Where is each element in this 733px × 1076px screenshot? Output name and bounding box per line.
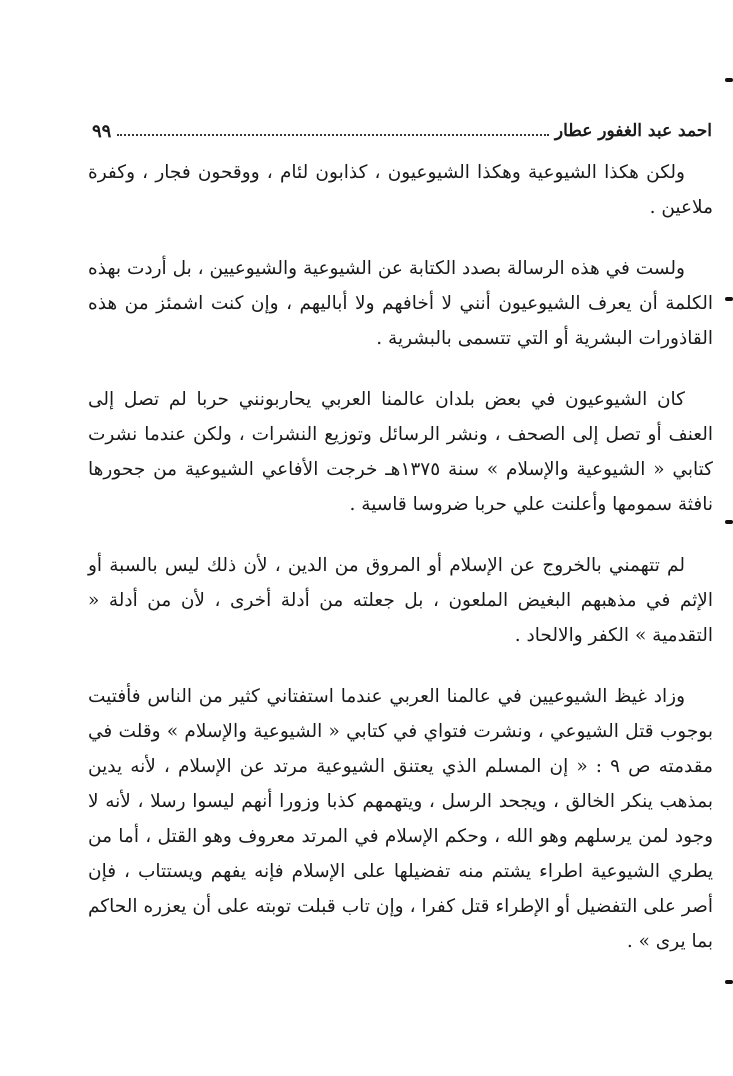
margin-mark <box>725 297 733 301</box>
running-head <box>92 116 712 146</box>
author-name: احمد عبد الغفور عطار <box>554 121 712 141</box>
page-number: ٩٩ <box>92 120 112 142</box>
margin-mark <box>725 980 733 984</box>
body-text <box>88 155 713 959</box>
paragraph-4: لم تتهمني بالخروج عن الإسلام أو المروق من الدين ، لأن ذلك ليس بالسبة أو الإثم في مذهبهم البغيض الملعون ، بل جعلته من أدلة أخرى ، لأن من أدلة « التقدمية » الكفر والالحاد . <box>88 555 713 646</box>
dotted-leader <box>117 134 549 136</box>
paragraph-2: ولست في هذه الرسالة بصدد الكتابة عن الشيوعية والشيوعيين ، بل أردت بهذه الكلمة أن يعرف الشيوعيون أنني لا أخافهم ولا أباليهم ، وإن كنت اشمئز من هذه القاذورات البشرية أو التي تتسمى بالبشرية . <box>88 258 713 349</box>
paragraph-5: وزاد غيظ الشيوعيين في عالمنا العربي عندما استفتاني كثير من الناس فأفتيت بوجوب قتل الشيوعي ، ونشرت فتواي في كتابي « الشيوعية والإسلام » وقلت في مقدمته ص ٩ : « إن المسلم الذي يعتنق الشيوعية مرتد عن الإسلام ، لأنه يدين بمذهب ينكر الخالق ، ويجحد الرسل ، ويتهمهم كذبا وزورا أنهم ليسوا رسلا ، لأنه لا وجود لمن يرسلهم وهو الله ، وحكم الإسلام في المرتد معروف وهو القتل ، أما من يطري الشيوعية اطراء يشتم منه تفضيلها على الإسلام فإنه يفهم ويستتاب ، فإن أصر على التفضيل أو الإطراء قتل كفرا ، وإن تاب قبلت توبته على أن يعزره الحاكم بما يرى » . <box>88 686 713 952</box>
margin-mark <box>725 78 733 82</box>
paragraph-3: كان الشيوعيون في بعض بلدان عالمنا العربي يحاربونني حربا لم تصل إلى العنف أو تصل إلى الصحف ، ونشر الرسائل وتوزيع النشرات ، ولكن عندما نشرت كتابي « الشيوعية والإسلام » سنة ١٣٧٥هـ خرجت الأفاعي الشيوعية من جحورها نافثة سمومها وأعلنت علي حربا ضروسا قاسية . <box>88 389 713 515</box>
margin-mark <box>725 520 733 524</box>
paragraph-1: ولكن هكذا الشيوعية وهكذا الشيوعيون ، كذابون لئام ، ووقحون فجار ، وكفرة ملاعين . <box>88 162 713 218</box>
